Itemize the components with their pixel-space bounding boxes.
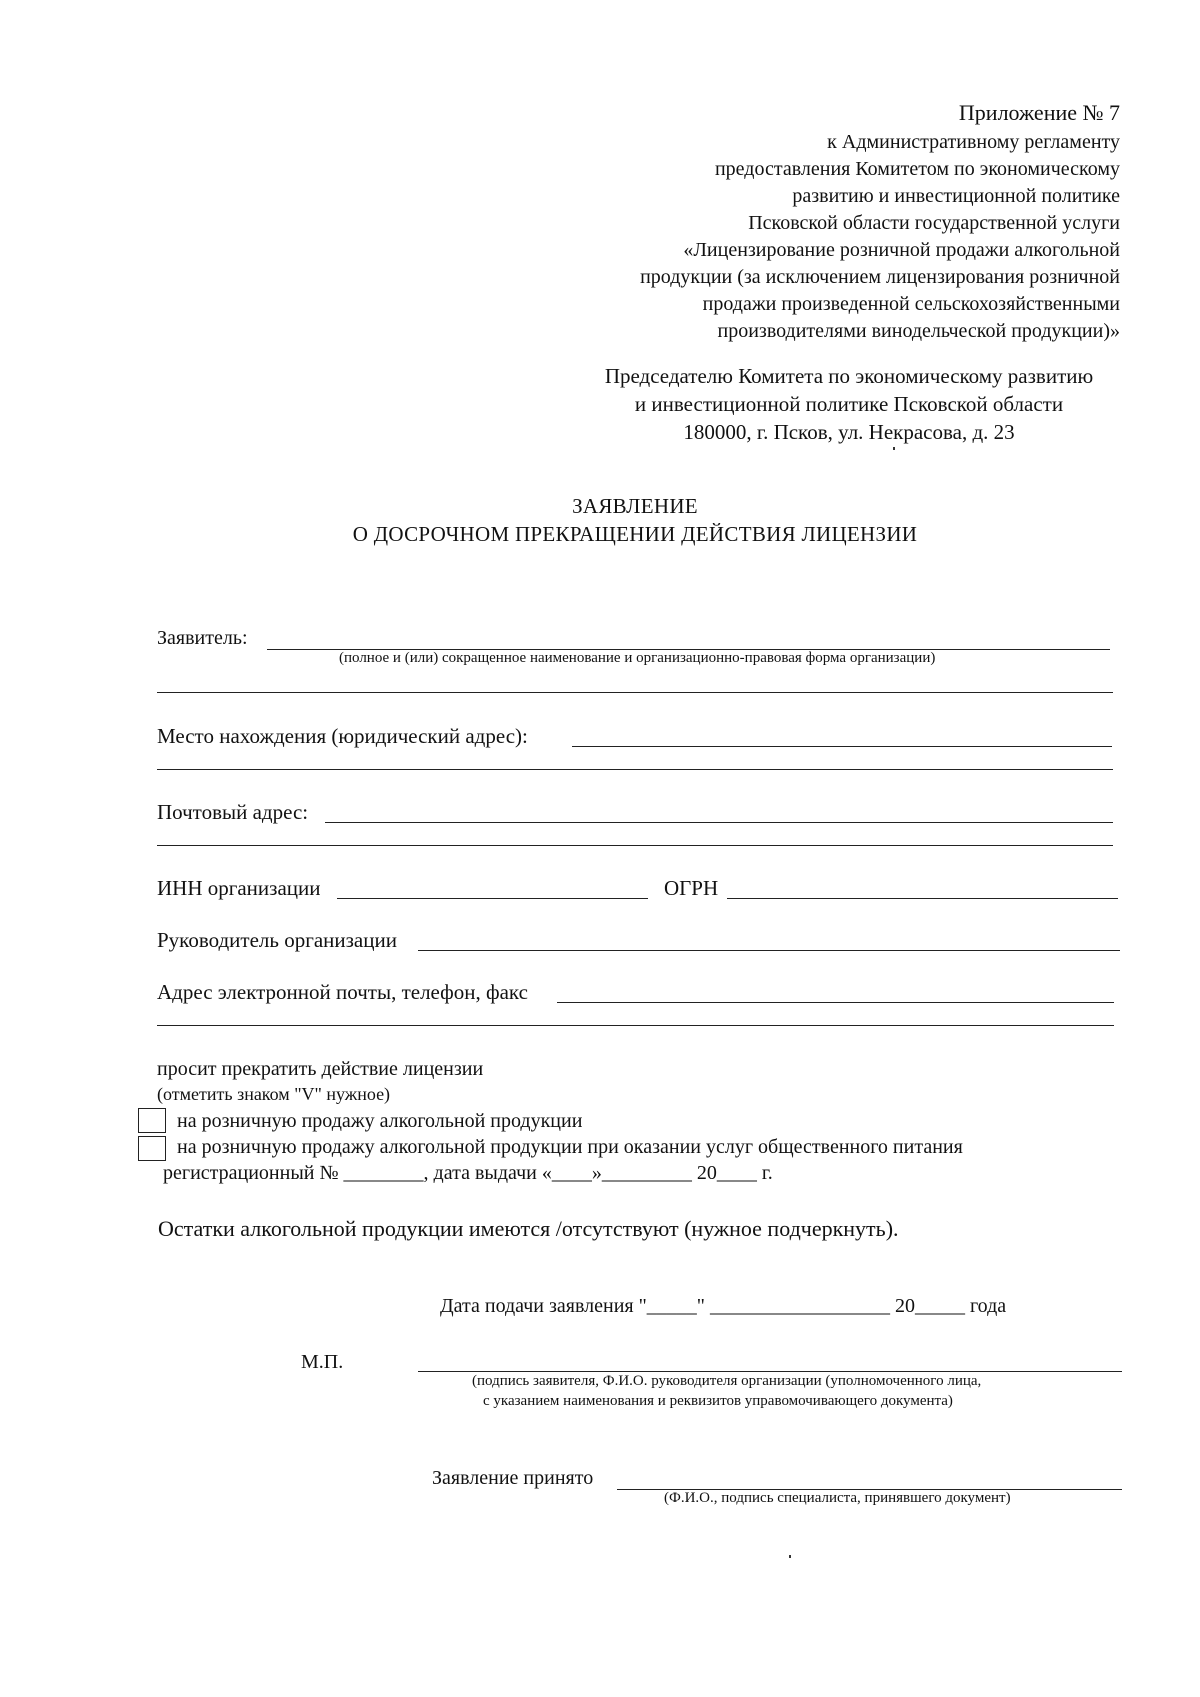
- stamp-label: М.П.: [301, 1351, 344, 1373]
- signature-field[interactable]: [418, 1371, 1122, 1372]
- registration-line: регистрационный № ________, дата выдачи «____»_________ 20____ г.: [163, 1162, 773, 1184]
- document-title: ЗАЯВЛЕНИЕ: [572, 494, 698, 518]
- addressee-line: Председателю Комитета по экономическому развитию: [604, 364, 1094, 388]
- option2-label: на розничную продажу алкогольной продукции при оказании услуг общественного питания: [177, 1136, 963, 1158]
- annex-header: [640, 97, 1120, 345]
- scan-speck: [789, 1555, 791, 1558]
- ogrn-field[interactable]: [727, 898, 1118, 899]
- document-subtitle: О ДОСРОЧНОМ ПРЕКРАЩЕНИИ ДЕЙСТВИЯ ЛИЦЕНЗИИ: [352, 522, 918, 546]
- header-line: «Лицензирование розничной продажи алкогольной: [683, 239, 1120, 261]
- applicant-hint: (полное и (или) сокращенное наименование и организационно-правовая форма организации): [339, 650, 936, 666]
- option1-label: на розничную продажу алкогольной продукции: [177, 1110, 583, 1132]
- location-field[interactable]: [572, 746, 1112, 747]
- header-line: предоставления Комитетом по экономическому: [714, 158, 1120, 180]
- option1-checkbox[interactable]: [138, 1108, 166, 1133]
- contacts-field[interactable]: [557, 1002, 1114, 1003]
- contacts-field-line-2[interactable]: [157, 1025, 1114, 1026]
- header-line: к Административному регламенту: [827, 131, 1120, 153]
- inn-label: ИНН организации: [157, 876, 321, 900]
- contacts-label: Адрес электронной почты, телефон, факс: [157, 980, 528, 1004]
- postal-address-field[interactable]: [325, 822, 1113, 823]
- mark-hint: (отметить знаком "V" нужное): [157, 1084, 391, 1104]
- submission-date-line: Дата подачи заявления "_____" __________________ 20_____ года: [440, 1295, 1007, 1317]
- applicant-label: Заявитель:: [157, 627, 248, 649]
- accepted-label: Заявление принято: [432, 1467, 594, 1489]
- option2-checkbox[interactable]: [138, 1136, 166, 1161]
- ogrn-label: ОГРН: [664, 876, 719, 900]
- header-line: продукции (за исключением лицензирования розничной: [640, 266, 1120, 288]
- inn-field[interactable]: [337, 898, 648, 899]
- addressee-block: [586, 362, 1112, 446]
- location-field-line-2[interactable]: [157, 769, 1113, 770]
- addressee-line: 180000, г. Псков, ул. Некрасова, д. 23: [683, 420, 1015, 444]
- head-field[interactable]: [418, 950, 1120, 951]
- header-line: Псковской области государственной услуги: [748, 212, 1120, 234]
- addressee-line: и инвестиционной политике Псковской области: [634, 392, 1064, 416]
- header-line: продажи произведенной сельскохозяйственными: [702, 293, 1120, 315]
- annex-number: Приложение № 7: [958, 100, 1120, 125]
- postal-address-field-line-2[interactable]: [157, 845, 1113, 846]
- header-line: развитию и инвестиционной политике: [792, 185, 1120, 207]
- signature-hint: с указанием наименования и реквизитов управомочивающего документа): [483, 1393, 953, 1409]
- request-intro: просит прекратить действие лицензии: [157, 1058, 484, 1080]
- accepted-hint: (Ф.И.О., подпись специалиста, принявшего документ): [664, 1490, 1011, 1506]
- remains-statement: Остатки алкогольной продукции имеются /отсутствуют (нужное подчеркнуть).: [158, 1216, 899, 1241]
- location-label: Место нахождения (юридический адрес):: [157, 724, 528, 748]
- signature-hint: (подпись заявителя, Ф.И.О. руководителя организации (уполномоченного лица,: [472, 1373, 982, 1389]
- postal-address-label: Почтовый адрес:: [157, 800, 309, 824]
- scan-speck: [893, 447, 895, 450]
- applicant-field-line-2[interactable]: [157, 692, 1113, 693]
- header-line: производителями винодельческой продукции)»: [717, 320, 1120, 342]
- head-label: Руководитель организации: [157, 928, 397, 952]
